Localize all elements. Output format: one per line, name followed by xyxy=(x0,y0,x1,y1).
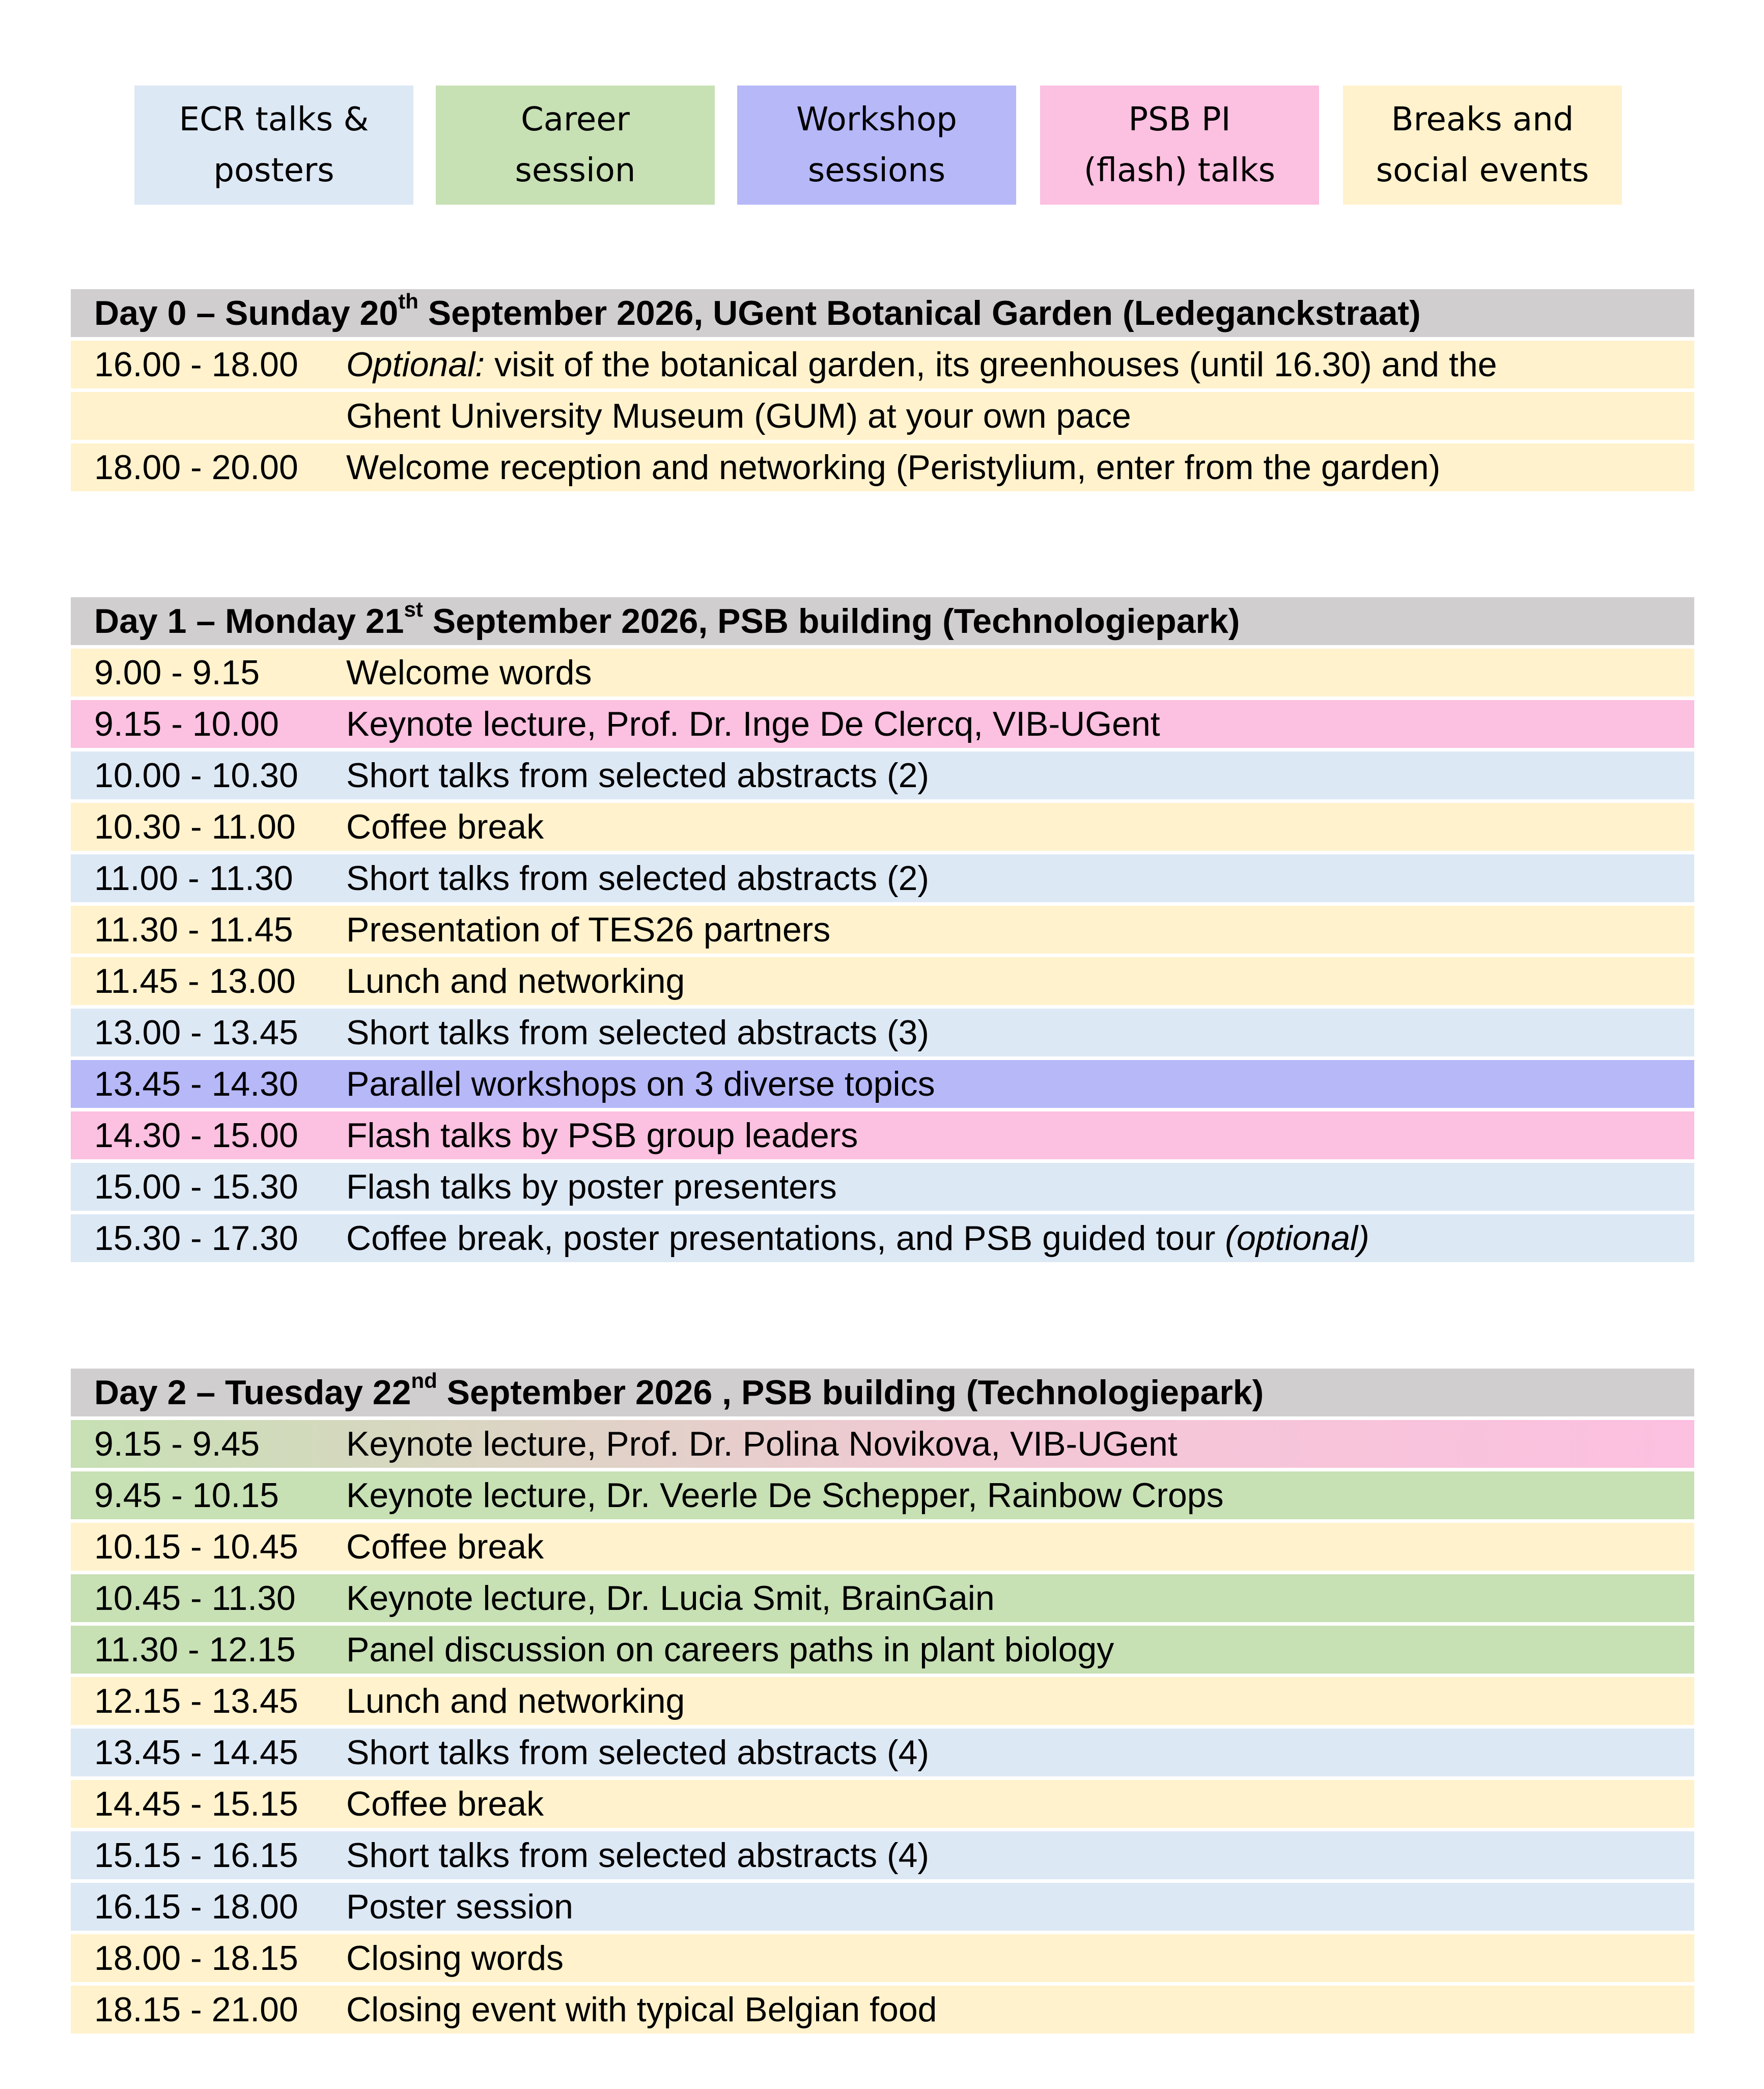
row-time: 9.15 - 9.45 xyxy=(94,1425,260,1463)
row-desc: Short talks from selected abstracts (2) xyxy=(346,859,930,898)
table-row xyxy=(71,1934,1694,1982)
row-desc: Lunch and networking xyxy=(346,962,685,1000)
row-desc: Closing words xyxy=(346,1939,564,1977)
row-desc: Poster session xyxy=(346,1887,573,1926)
row-desc: Short talks from selected abstracts (2) xyxy=(346,756,930,795)
table-row xyxy=(71,1574,1694,1622)
table-row xyxy=(71,649,1694,697)
row-desc: Keynote lecture, Dr. Lucia Smit, BrainGain xyxy=(346,1579,995,1618)
row-time: 10.15 - 10.45 xyxy=(94,1527,298,1566)
row-desc: Coffee break, poster presentations, and PSB guided tour (optional) xyxy=(346,1219,1369,1258)
legend-career: Career session xyxy=(436,86,715,205)
table-row xyxy=(71,1523,1694,1571)
row-desc: Short talks from selected abstracts (4) xyxy=(346,1836,930,1875)
row-time: 10.45 - 11.30 xyxy=(94,1579,296,1618)
row-time: 14.45 - 15.15 xyxy=(94,1785,298,1823)
row-time: 13.00 - 13.45 xyxy=(94,1013,298,1052)
day0-title: Day 0 – Sunday 20th September 2026, UGent Botanical Garden (Ledeganckstraat) xyxy=(94,289,1421,332)
row-desc: Keynote lecture, Dr. Veerle De Schepper, Rainbow Crops xyxy=(346,1476,1224,1515)
row-time: 13.45 - 14.45 xyxy=(94,1733,298,1772)
legend-workshop: Workshop sessions xyxy=(737,86,1016,205)
row-time: 18.00 - 20.00 xyxy=(94,448,298,487)
table-row xyxy=(71,1420,1694,1468)
day0-header xyxy=(71,289,1694,337)
row-time: 15.15 - 16.15 xyxy=(94,1836,298,1875)
table-row xyxy=(71,751,1694,799)
row-desc: Welcome reception and networking (Peristylium, enter from the garden) xyxy=(346,448,1441,487)
legend-ecr: ECR talks & posters xyxy=(134,86,413,205)
day2-header xyxy=(71,1369,1694,1416)
table-row xyxy=(71,803,1694,851)
row-time: 10.00 - 10.30 xyxy=(94,756,298,795)
table-row xyxy=(71,1831,1694,1879)
row-time: 11.30 - 12.15 xyxy=(94,1630,296,1669)
row-time: 9.00 - 9.15 xyxy=(94,653,260,692)
table-row xyxy=(71,1677,1694,1725)
row-time: 12.15 - 13.45 xyxy=(94,1682,298,1720)
row-time: 15.30 - 17.30 xyxy=(94,1219,298,1258)
row-desc: Coffee break xyxy=(346,1785,544,1823)
row-desc: Optional: visit of the botanical garden, its greenhouses (until 16.30) and the xyxy=(346,345,1497,384)
row-desc: Parallel workshops on 3 diverse topics xyxy=(346,1065,935,1103)
row-time: 11.30 - 11.45 xyxy=(94,910,293,949)
row-desc: Coffee break xyxy=(346,1527,544,1566)
row-desc: Coffee break xyxy=(346,807,544,846)
table-row xyxy=(71,1883,1694,1931)
table-row xyxy=(71,341,1694,388)
row-desc: Flash talks by PSB group leaders xyxy=(346,1116,858,1155)
row-time: 10.30 - 11.00 xyxy=(94,807,296,846)
legend-pi: PSB PI (flash) talks xyxy=(1040,86,1319,205)
table-row xyxy=(71,957,1694,1005)
day2-title: Day 2 – Tuesday 22nd September 2026 , PSB building (Technologiepark) xyxy=(94,1369,1264,1412)
row-desc: Keynote lecture, Prof. Dr. Polina Novikova, VIB-UGent xyxy=(346,1425,1178,1463)
row-desc: Lunch and networking xyxy=(346,1682,685,1720)
row-desc: Keynote lecture, Prof. Dr. Inge De Clercq, VIB-UGent xyxy=(346,705,1160,743)
row-time: 13.45 - 14.30 xyxy=(94,1065,298,1103)
row-time: 16.00 - 18.00 xyxy=(94,345,298,384)
row-time: 11.45 - 13.00 xyxy=(94,962,296,1000)
table-row xyxy=(71,906,1694,954)
row-time: 18.15 - 21.00 xyxy=(94,1990,298,2029)
table-row xyxy=(71,443,1694,491)
row-desc: Closing event with typical Belgian food xyxy=(346,1990,937,2029)
row-time: 9.15 - 10.00 xyxy=(94,705,279,743)
row-time: 15.00 - 15.30 xyxy=(94,1167,298,1206)
row-time: 18.00 - 18.15 xyxy=(94,1939,298,1977)
table-row xyxy=(71,1626,1694,1674)
row-desc: Flash talks by poster presenters xyxy=(346,1167,837,1206)
row-desc: Panel discussion on careers paths in plant biology xyxy=(346,1630,1114,1669)
row-time: 16.15 - 18.00 xyxy=(94,1887,298,1926)
table-row xyxy=(71,1214,1694,1262)
table-row xyxy=(71,1471,1694,1519)
row-time: 9.45 - 10.15 xyxy=(94,1476,279,1515)
row-desc: Short talks from selected abstracts (4) xyxy=(346,1733,930,1772)
row-time: 14.30 - 15.00 xyxy=(94,1116,298,1155)
day1-header xyxy=(71,597,1694,645)
day1-title: Day 1 – Monday 21st September 2026, PSB building (Technologiepark) xyxy=(94,597,1240,640)
row-desc: Welcome words xyxy=(346,653,592,692)
table-row xyxy=(71,1060,1694,1108)
table-row xyxy=(71,1163,1694,1211)
table-row xyxy=(71,700,1694,748)
row-desc: Short talks from selected abstracts (3) xyxy=(346,1013,930,1052)
table-row xyxy=(71,1009,1694,1056)
table-row xyxy=(71,392,1694,440)
legend-breaks: Breaks and social events xyxy=(1343,86,1622,205)
table-row xyxy=(71,854,1694,902)
row-desc: Ghent University Museum (GUM) at your own pace xyxy=(346,397,1131,435)
table-row xyxy=(71,1986,1694,2034)
row-time: 11.00 - 11.30 xyxy=(94,859,293,898)
table-row xyxy=(71,1780,1694,1828)
table-row xyxy=(71,1729,1694,1776)
row-desc: Presentation of TES26 partners xyxy=(346,910,831,949)
table-row xyxy=(71,1111,1694,1159)
